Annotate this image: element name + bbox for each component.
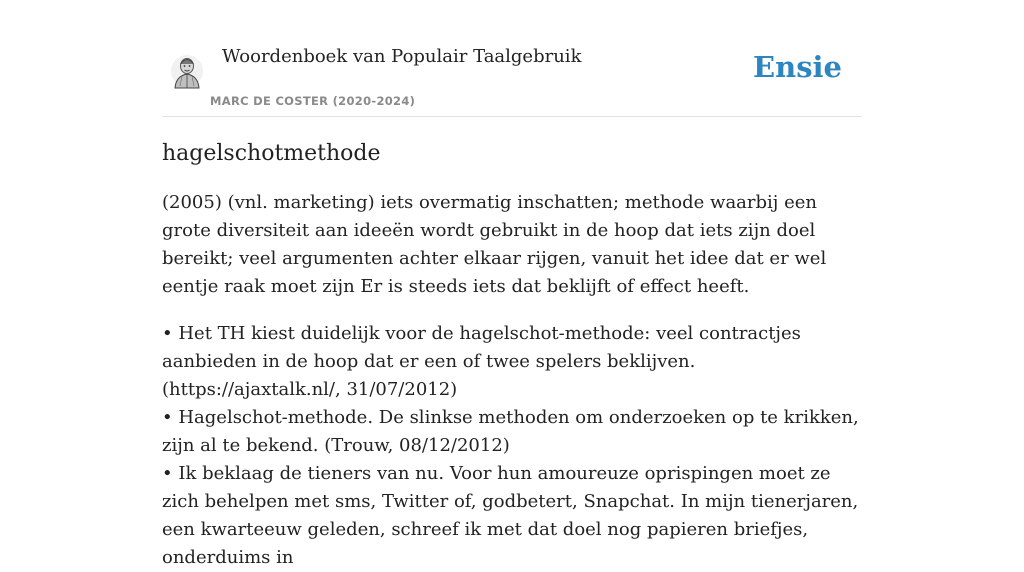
author-portrait-icon[interactable] [170, 52, 204, 90]
example-quote: • Ik beklaag de tieners van nu. Voor hun amoureuze oprispingen moet ze zich behelpen met sms, Twitter of, godbetert, Snapchat. In mijn tienerjaren, een kwarteeuw geleden, schreef ik met dat doel nog papieren briefjes, onderduims in [162, 463, 859, 568]
entry-definition: (2005) (vnl. marketing) iets overmatig inschatten; methode waarbij een grote diversiteit aan ideeën wordt gebruikt in de hoop dat iets zijn doel bereikt; veel argumenten achter elkaar rijgen, vanuit het idee dat er wel eentje raak moet zijn Er is steeds iets dat beklijft of effect heeft. [162, 192, 827, 297]
entry-content [162, 139, 866, 572]
example-quote: • Het TH kiest duidelijk voor de hagelschot-methode: veel contractjes aanbieden in de hoop dat er een of twee spelers beklijven. (https://ajaxtalk.nl/, 31/07/2012) [162, 323, 801, 400]
dictionary-title[interactable]: Woordenboek van Populair Taalgebruik [222, 46, 582, 67]
entry-term: hagelschotmethode [162, 141, 381, 166]
header [162, 0, 862, 117]
ensie-logo[interactable]: Ensie [753, 50, 842, 84]
example-quote: • Hagelschot-methode. De slinkse methoden om onderzoeken op te krikken, zijn al te bekend. (Trouw, 08/12/2012) [162, 407, 859, 456]
entry-examples [162, 320, 866, 572]
author-name[interactable]: MARC DE COSTER (2020-2024) [210, 94, 416, 108]
